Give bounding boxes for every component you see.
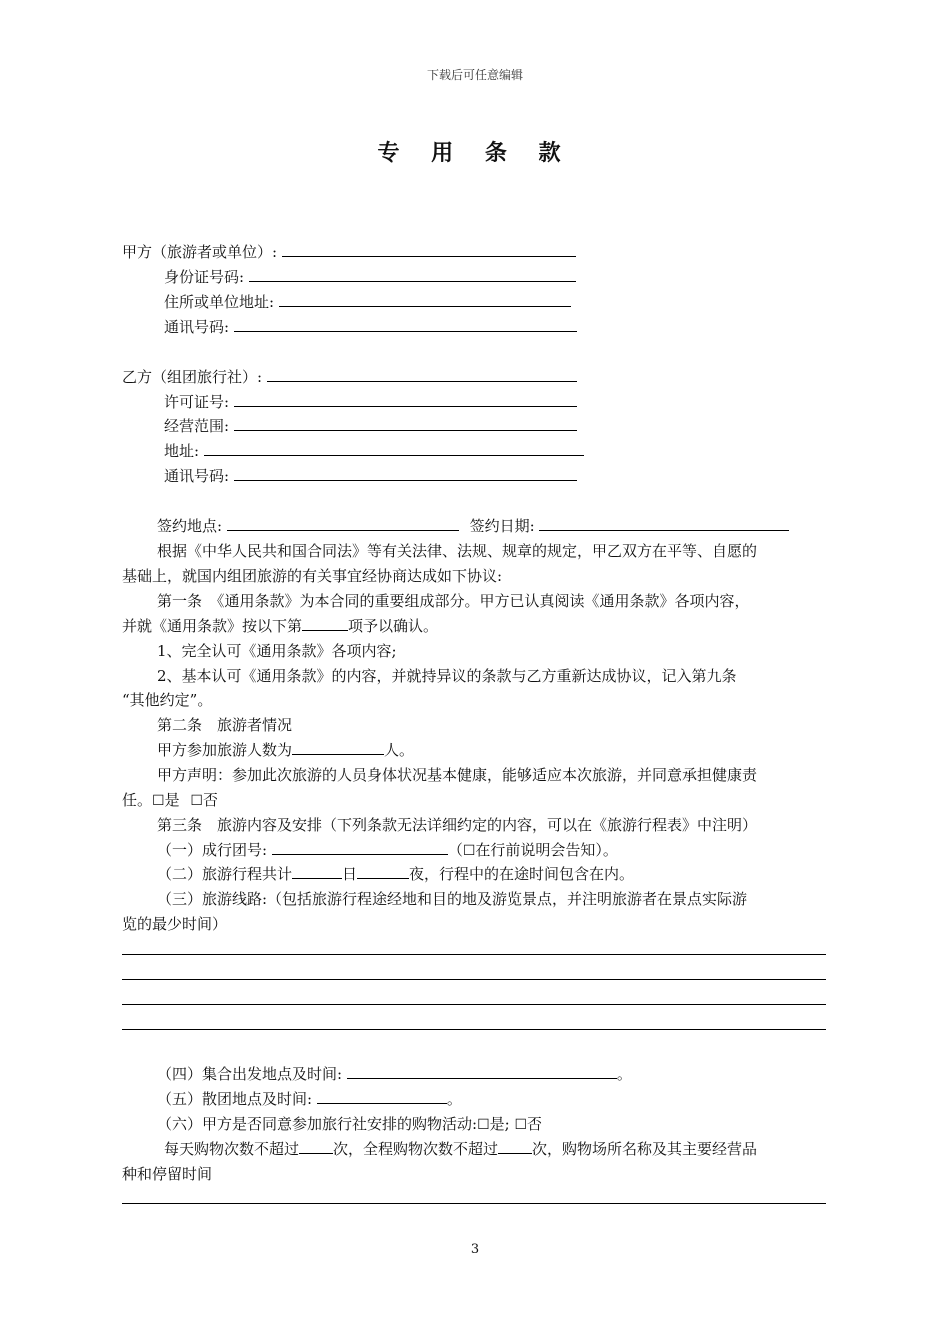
dispersal-blank[interactable]: [317, 1089, 447, 1104]
article1-line2-start: 并就《通用条款》按以下第: [122, 617, 303, 635]
shopping-no-checkbox[interactable]: ☐: [514, 1117, 528, 1133]
signing-place-blank[interactable]: [227, 516, 459, 531]
document-title: 专 用 条 款: [377, 140, 573, 166]
article3-item-3-line-1: （三）旅游线路:（包括旅游行程途经地和目的地及游览景点，并注明旅游者在景点实际游: [157, 890, 748, 908]
group-number-note: 在行前说明会告知）。: [475, 841, 618, 859]
party-b-label: 乙方（组团旅行社）:: [122, 368, 263, 386]
party-b-scope-label: 经营范围:: [164, 417, 230, 435]
signing-place-label: 签约地点:: [157, 517, 223, 535]
party-a-row: [122, 242, 576, 262]
party-a-id-blank[interactable]: [249, 267, 576, 282]
route-line-3[interactable]: [122, 1004, 826, 1005]
article3-item-4: [157, 1064, 632, 1084]
party-a-id-label: 身份证号码:: [164, 268, 245, 286]
group-number-blank[interactable]: [272, 840, 448, 855]
party-b-phone-row: [164, 466, 577, 486]
article3-item-6: [157, 1114, 542, 1135]
departure-label: （四）集合出发地点及时间:: [157, 1065, 343, 1083]
party-a-phone-label: 通讯号码:: [164, 318, 230, 336]
page-number: 3: [470, 1242, 480, 1257]
health-no-checkbox[interactable]: ☐: [190, 793, 203, 809]
party-b-license-label: 许可证号:: [164, 393, 230, 411]
party-b-address-row: [164, 441, 584, 461]
signing-date-blank[interactable]: [539, 516, 789, 531]
dispersal-label: （五）散团地点及时间:: [157, 1090, 313, 1108]
party-b-blank[interactable]: [267, 367, 577, 382]
shopping-venue-label: 次，购物场所名称及其主要经营品: [532, 1140, 758, 1158]
party-a-phone-row: [164, 317, 577, 337]
health-no-label: 否: [202, 791, 218, 809]
shopping-total-blank[interactable]: [498, 1139, 532, 1154]
party-a-address-blank[interactable]: [279, 292, 571, 307]
signing-row: [157, 516, 789, 536]
party-b-phone-label: 通讯号码:: [164, 467, 230, 485]
party-b-row: [122, 367, 577, 387]
article3-heading: 第三条 旅游内容及安排（下列条款无法详细约定的内容，可以在《旅游行程表》中注明）: [157, 816, 758, 834]
article1-option-2-line-1: 2、基本认可《通用条款》的内容，并就持异议的条款与乙方重新达成协议，记入第九条: [157, 667, 737, 685]
article1-option-blank[interactable]: [302, 616, 348, 631]
shopping-detail-line[interactable]: [122, 1203, 826, 1204]
itinerary-nights-text: 夜，行程中的在途时间包含在内。: [409, 865, 635, 883]
article1-option-1: 1、完全认可《通用条款》各项内容;: [157, 642, 397, 660]
article2-declaration-line-2: [122, 790, 218, 811]
health-yes-checkbox[interactable]: ☐: [152, 793, 165, 809]
article1-option-2-line-2: “其他约定”。: [122, 691, 213, 709]
route-line-1[interactable]: [122, 954, 826, 955]
route-line-2[interactable]: [122, 979, 826, 980]
intro-line-2: 基础上，就国内组团旅游的有关事宜经协商达成如下协议:: [122, 567, 503, 585]
party-b-phone-blank[interactable]: [234, 466, 577, 481]
article2-declaration-end: 任。: [122, 791, 153, 809]
article2-count-label: 甲方参加旅游人数为: [157, 741, 293, 759]
shopping-limits-line-2: 种和停留时间: [122, 1165, 213, 1183]
intro-line-1: 根据《中华人民共和国合同法》等有关法律、法规、规章的规定，甲乙双方在平等、自愿的: [157, 542, 758, 560]
party-a-id-row: [164, 267, 576, 287]
group-number-checkbox[interactable]: ☐: [462, 843, 476, 859]
party-b-scope-row: [164, 416, 577, 436]
shopping-yes-label: 是;: [489, 1115, 510, 1133]
departure-end: 。: [616, 1065, 632, 1083]
shopping-daily-blank[interactable]: [299, 1139, 333, 1154]
departure-blank[interactable]: [347, 1064, 617, 1079]
itinerary-nights-blank[interactable]: [357, 864, 409, 879]
itinerary-days-blank[interactable]: [292, 864, 342, 879]
itinerary-days-label: （二）旅游行程共计: [157, 865, 293, 883]
party-a-phone-blank[interactable]: [234, 317, 577, 332]
party-b-address-blank[interactable]: [204, 441, 584, 456]
article3-item-3-line-2: 览的最少时间）: [122, 915, 228, 933]
article1-line-2: [122, 616, 438, 636]
article3-item-5: [157, 1089, 462, 1109]
shopping-no-label: 否: [527, 1115, 543, 1133]
shopping-question: （六）甲方是否同意参加旅行社安排的购物活动:: [157, 1115, 478, 1133]
article2-count-unit: 人。: [384, 741, 415, 759]
article3-item-1: [157, 840, 618, 861]
party-b-address-label: 地址:: [164, 442, 200, 460]
party-a-label: 甲方（旅游者或单位）:: [122, 243, 278, 261]
traveler-count-blank[interactable]: [292, 740, 384, 755]
party-b-license-blank[interactable]: [234, 392, 577, 407]
party-a-address-row: [164, 292, 571, 312]
health-yes-label: 是: [164, 791, 180, 809]
article2-heading: 第二条 旅游者情况: [157, 716, 293, 734]
party-b-scope-blank[interactable]: [234, 416, 577, 431]
article2-declaration-line-1: 甲方声明：参加此次旅游的人员身体状况基本健康，能够适应本次旅游，并同意承担健康责: [157, 766, 758, 784]
group-number-label: （一）成行团号:: [157, 841, 268, 859]
article3-item-2: [157, 864, 634, 884]
article2-count-row: [157, 740, 414, 760]
party-a-address-label: 住所或单位地址:: [164, 293, 275, 311]
shopping-yes-checkbox[interactable]: ☐: [477, 1117, 490, 1133]
group-number-paren: （: [447, 841, 463, 859]
shopping-daily-label: 每天购物次数不超过: [164, 1140, 300, 1158]
shopping-limits-line-1: [164, 1139, 757, 1159]
dispersal-end: 。: [446, 1090, 462, 1108]
article1-line-1: 第一条 《通用条款》为本合同的重要组成部分。甲方已认真阅读《通用条款》各项内容，: [157, 592, 750, 610]
shopping-total-label: 次，全程购物次数不超过: [333, 1140, 499, 1158]
party-a-blank[interactable]: [282, 242, 576, 257]
route-line-4[interactable]: [122, 1029, 826, 1030]
itinerary-days-unit: 日: [342, 865, 358, 883]
page-header: 下载后可任意编辑: [426, 68, 523, 82]
article1-line2-end: 项予以确认。: [348, 617, 439, 635]
party-b-license-row: [164, 392, 577, 412]
signing-date-label: 签约日期:: [469, 517, 535, 535]
